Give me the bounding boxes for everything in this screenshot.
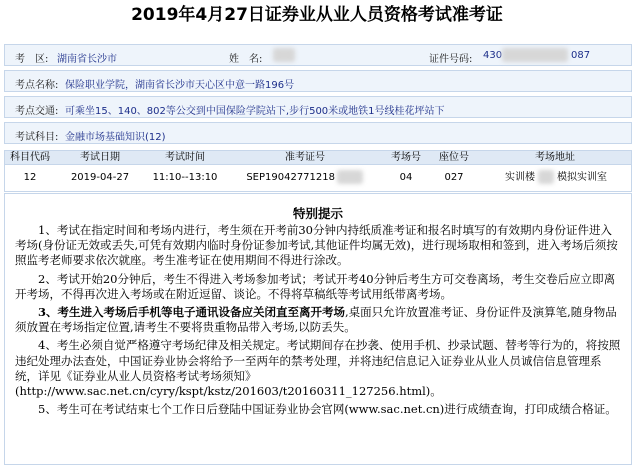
address-redacted: [538, 170, 554, 184]
cell-room-number: 04: [399, 172, 413, 183]
region-label: 考 区:: [15, 54, 49, 65]
header-exam-time: 考试时间: [165, 152, 205, 163]
note-3-bold: 3、考生进入考场后手机等电子通讯设备应关闭直至离开考场: [38, 305, 345, 320]
cell-exam-date: 2019-04-27: [70, 172, 130, 183]
table-row: [4, 165, 632, 192]
table-header: [4, 150, 632, 165]
notes-title: 特别提示: [292, 206, 343, 221]
id-prefix: 430: [483, 50, 503, 61]
note-5: 5、考生可在考试结束七个工作日后登陆中国证券业协会官网(www.sac.net.cn)进行成绩查询，打印成绩合格证。: [38, 402, 617, 417]
header-ticket-number: 准考证号: [285, 152, 325, 163]
note-4: 4、考生必须自觉严格遵守考场纪律及相关规定。考试期间存在抄袭、使用手机、抄录试题、替考等行为的，将按照违纪处理办法查处，中国证券业协会将给予一至两年的禁考处理，并将违纪信息记入证券业从业人员诚信信息管理系统，详见《证券业从业人员资格考试考场须知》(http://www.sac.net.cn/cyry/kspt/kstz/201603/t20160311_127256.html)。: [15, 338, 621, 399]
subject-label: 考试科目:: [15, 132, 59, 143]
id-suffix: 087: [571, 50, 591, 61]
header-seat-number: 座位号: [439, 152, 469, 163]
header-exam-date: 考试日期: [80, 152, 120, 163]
id-label: 证件号码:: [429, 54, 473, 65]
cell-address-prefix: 实训楼: [505, 172, 535, 183]
venue-label: 考点名称:: [15, 80, 59, 91]
info-row-candidate: [4, 44, 632, 66]
name-label: 姓 名:: [229, 54, 263, 65]
transport-value: 可乘坐15、140、802等公交到中国保险学院站下,步行500米或地铁1号线桂花坪站下: [65, 106, 445, 117]
venue-value: 保险职业学院，湖南省长沙市天心区中意一路196号: [65, 80, 295, 91]
ticket-title: 2019年4月27日证券业从业人员资格考试准考证: [131, 5, 503, 25]
header-room-address: 考场地址: [535, 152, 575, 163]
special-notes-section: [4, 193, 632, 465]
note-3-rest: ,桌面只允许放置准考证、身份证件及演算笔,随身物品须放置在考场指定位置,请考生不要将贵重物品带入考场,以防丢失。: [15, 305, 617, 335]
cell-seat-number: 027: [444, 172, 464, 183]
cell-subject-code: 12: [23, 172, 37, 183]
info-row-venue: [4, 70, 632, 92]
cell-ticket-number: SEP19042771218: [246, 172, 335, 183]
exam-schedule-table: [4, 150, 632, 192]
region-value: 湖南省长沙市: [57, 54, 117, 65]
note-3: [5, 305, 631, 335]
transport-label: 考点交通:: [15, 106, 59, 117]
info-row-transport: [4, 96, 632, 118]
subject-value: 金融市场基础知识(12): [65, 132, 166, 143]
note-2: 2、考试开始20分钟后，考生不得进入考场参加考试；考试开考40分钟后考生方可交卷离场，考生交卷后应立即离开考场，不得再次进入考场或在附近逗留、谈论。不得将草稿纸等考试用纸带离考场。: [15, 271, 616, 301]
info-row-subject: [4, 122, 632, 144]
note-1: 1、考试在指定时间和考场内进行，考生须在开考前30分钟内持纸质准考证和报名时填写的有效期内身份证件进入考场(身份证无效或丢失,可凭有效期内临时身份证参加考试,其他证件均属无效)，进行现场取相和签到，进入考场后须按照监考老师要求依次就座。考生准考证在使用期间不得进行涂改。: [15, 223, 618, 268]
header-room-number: 考场号: [391, 152, 421, 163]
cell-address-suffix: 模拟实训室: [557, 172, 607, 183]
ticket-redacted: [337, 170, 363, 184]
cell-exam-time: 11:10--13:10: [152, 172, 218, 183]
header-subject-code: 科目代码: [10, 152, 50, 163]
